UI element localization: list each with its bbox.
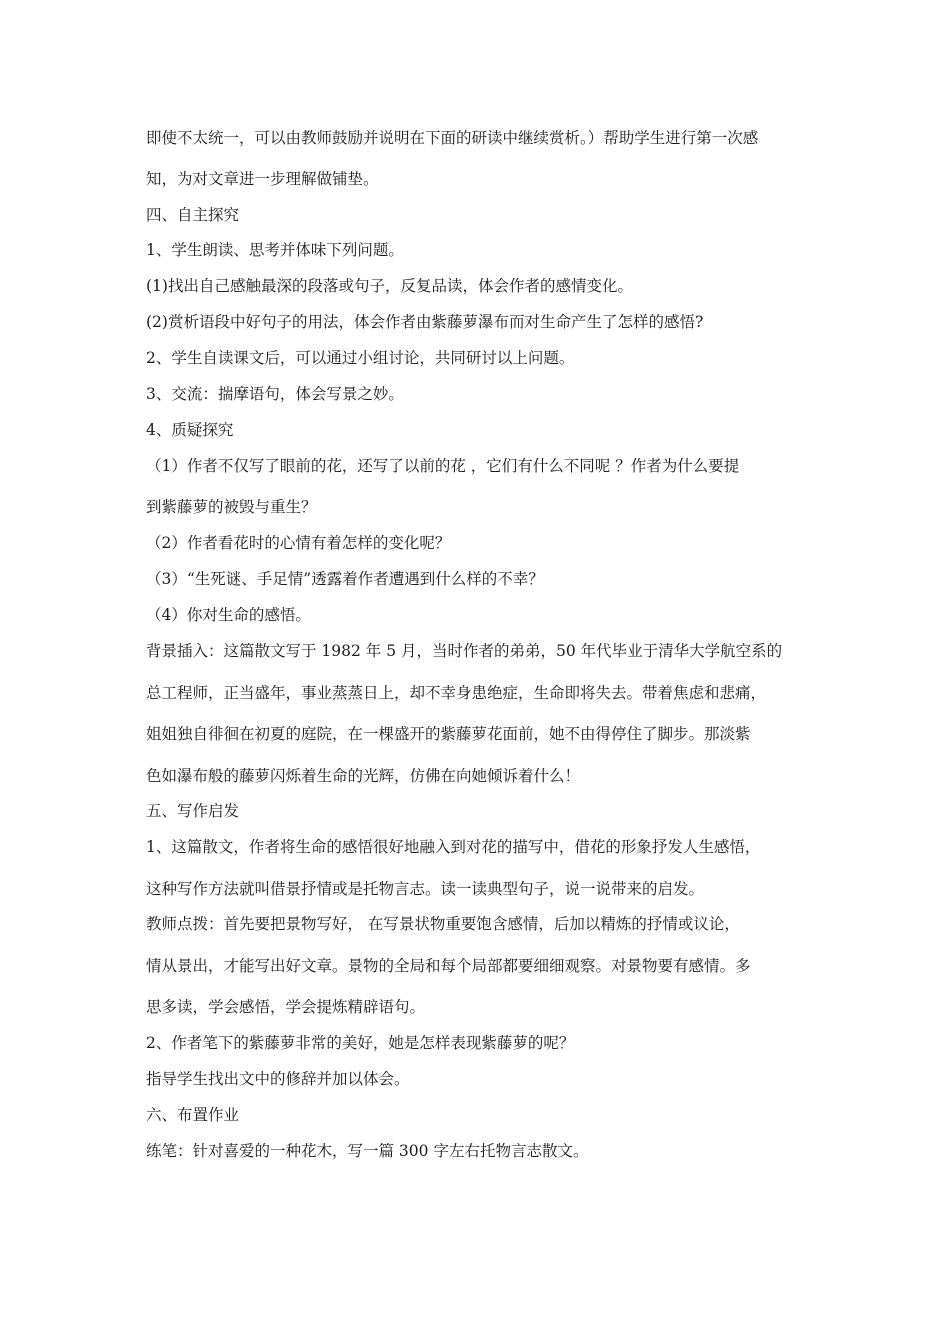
text-line: 练笔：针对喜爱的一种花木，写一篇 300 字左右托物言志散文。	[146, 1142, 589, 1160]
text-line: (2)赏析语段中好句子的用法，体会作者由紫藤萝瀑布而对生命产生了怎样的感悟?	[146, 313, 704, 331]
text-line: 背景插入：这篇散文写于 1982 年 5 月，当时作者的弟弟，50 年代毕业于清华大学航空系的	[146, 642, 783, 660]
text-line: （4）你对生命的感悟。	[146, 606, 311, 624]
text-line: 知，为对文章进一步理解做铺垫。	[146, 170, 379, 188]
text-line: 1、学生朗读、思考并体味下列问题。	[146, 241, 404, 259]
section-heading: 五、写作启发	[146, 802, 240, 820]
text-line: （1）作者不仅写了眼前的花，还写了以前的花 ，它们有什么不同呢 ？作者为什么要提	[146, 457, 740, 475]
text-line: 教师点拨：首先要把景物写好， 在写景状物重要饱含感情，后加以精炼的抒情或议论，	[146, 915, 740, 933]
text-line: （2）作者看花时的心情有着怎样的变化呢？	[146, 534, 451, 552]
text-line: 色如瀑布般的藤萝闪烁着生命的光辉，仿佛在向她倾诉着什么！	[146, 767, 581, 785]
text-line: 这种写作方法就叫借景抒情或是托物言志。读一读典型句子，说一说带来的启发。	[146, 880, 705, 898]
text-line: 4、质疑探究	[146, 421, 234, 439]
text-line: 思多读，学会感悟，学会提炼精辟语句。	[146, 998, 426, 1016]
text-line: 情从景出，才能写出好文章。景物的全局和每个局部都要细细观察。对景物要有感情。多	[146, 957, 751, 975]
text-line: 3、交流：揣摩语句，体会写景之妙。	[146, 385, 404, 403]
text-line: (1)找出自己感触最深的段落或句子，反复品读，体会作者的感情变化。	[146, 277, 633, 295]
text-line: 指导学生找出文中的修辞并加以体会。	[146, 1070, 410, 1088]
text-line: 姐姐独自徘徊在初夏的庭院，在一棵盛开的紫藤萝花面前，她不由得停住了脚步。那淡紫	[146, 725, 751, 743]
text-line: （3）“生死谜、手足情”透露着作者遭遇到什么样的不幸？	[146, 570, 544, 588]
text-line: 2、学生自读课文后，可以通过小组讨论，共同研讨以上问题。	[146, 349, 575, 367]
text-line: 总工程师，正当盛年，事业蒸蒸日上，却不幸身患绝症，生命即将失去。带着焦虑和悲痛，	[146, 684, 767, 702]
section-heading: 四、自主探究	[146, 206, 240, 224]
text-line: 2、作者笔下的紫藤萝非常的美好，她是怎样表现紫藤萝的呢？	[146, 1034, 575, 1052]
text-line: 1、这篇散文，作者将生命的感悟很好地融入到对花的描写中，借花的形象抒发人生感悟，	[146, 838, 761, 856]
section-heading: 六、布置作业	[146, 1106, 240, 1124]
text-line: 到紫藤萝的被毁与重生？	[146, 498, 317, 516]
text-line: 即使不太统一，可以由教师鼓励并说明在下面的研读中继续赏析。）帮助学生进行第一次感	[146, 129, 759, 147]
